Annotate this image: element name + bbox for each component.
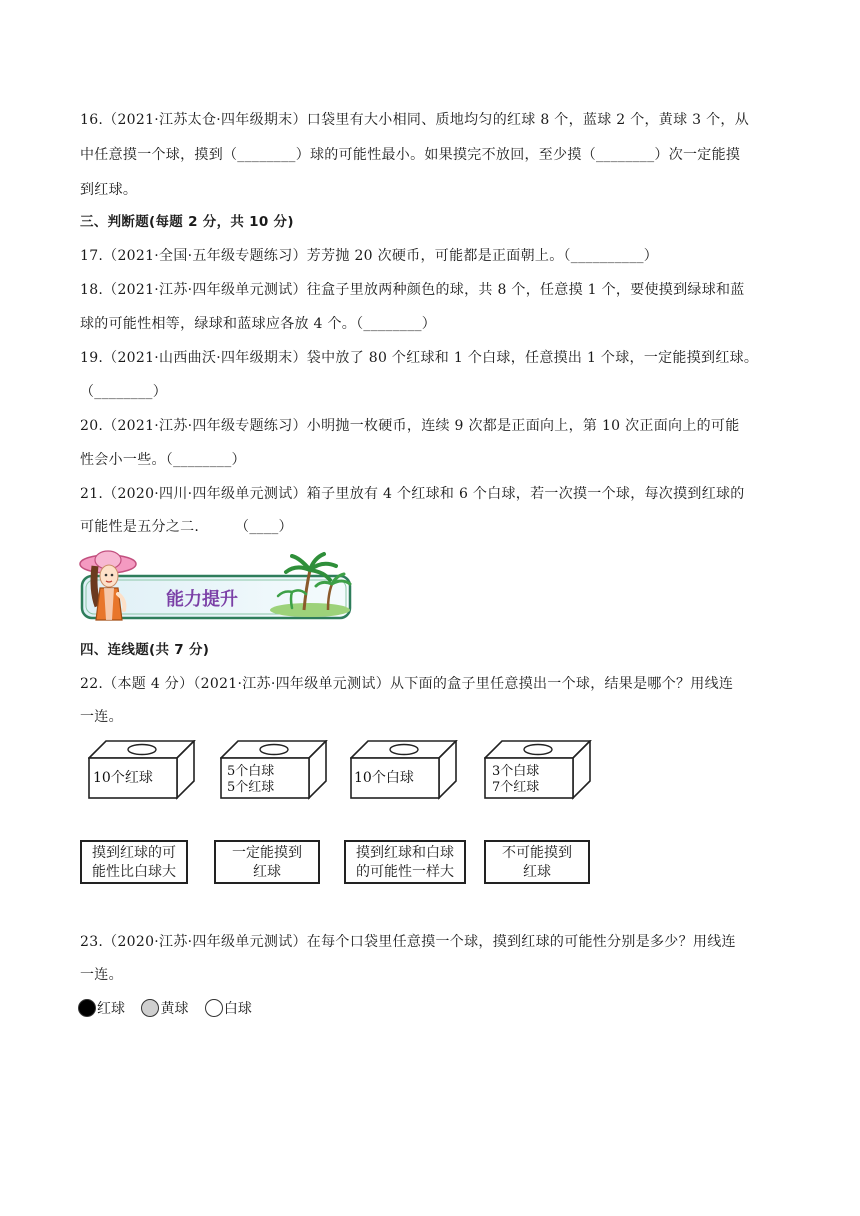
answer-box-3[interactable] xyxy=(344,840,466,884)
q21-line1: 21.（2020·四川·四年级单元测试）箱子里放有 4 个红球和 6 个白球，若一次摸一个球，每次摸到红球的 xyxy=(80,486,745,502)
box-4-label-1: 3个白球 xyxy=(492,764,540,779)
answer-box-2[interactable] xyxy=(214,840,320,884)
q22-line2: 一连。 xyxy=(80,709,123,725)
box-2-label-2: 5个红球 xyxy=(227,780,275,795)
q20-line1: 20.（2021·江苏·四年级专题练习）小明抛一枚硬币，连续 9 次都是正面向上，第 10 次正面向上的可能 xyxy=(80,418,740,434)
legend-yellow-label: 黄球 xyxy=(160,1001,189,1017)
section3-heading: 三、判断题(每题 2 分，共 10 分) xyxy=(80,214,294,230)
box-2-label-1: 5个白球 xyxy=(227,764,275,779)
q18-line1: 18.（2021·江苏·四年级单元测试）往盒子里放两种颜色的球，共 8 个，任意摸 1 个，要使摸到绿球和蓝 xyxy=(80,282,745,298)
answer-box-4-line1: 不可能摸到 xyxy=(502,845,572,861)
island-icon xyxy=(270,603,350,617)
q17-line1: 17.（2021·全国·五年级专题练习）芳芳抛 20 次硬币，可能都是正面朝上。（__________） xyxy=(80,248,659,264)
answer-box-4-line2: 红球 xyxy=(523,864,551,880)
legend-white-ball xyxy=(205,998,252,1018)
banner-label: 能力提升 xyxy=(166,589,238,610)
white-circle-icon xyxy=(205,999,223,1017)
box-1-label: 10个红球 xyxy=(93,770,153,786)
q18-line2: 球的可能性相等，绿球和蓝球应各放 4 个。（________） xyxy=(80,316,437,332)
ability-banner xyxy=(78,548,354,624)
box-3 xyxy=(350,740,458,800)
legend-red-label: 红球 xyxy=(97,1001,125,1017)
q19-line1: 19.（2021·山西曲沃·四年级期末）袋中放了 80 个红球和 1 个白球，任意摸出 1 个球，一定能摸到红球。 xyxy=(80,350,759,366)
q16-line1: 16.（2021·江苏太仓·四年级期末）口袋里有大小相同、质地均匀的红球 8 个，蓝球 2 个，黄球 3 个，从 xyxy=(80,112,750,128)
box-1 xyxy=(88,740,196,800)
answer-box-3-line2: 的可能性一样大 xyxy=(356,864,454,880)
section4-heading: 四、连线题(共 7 分) xyxy=(80,642,210,658)
q22-line1: 22.（本题 4 分）（2021·江苏·四年级单元测试）从下面的盒子里任意摸出一个球，结果是哪个？用线连 xyxy=(80,676,734,692)
box-4 xyxy=(484,740,592,800)
answer-box-1-line1: 摸到红球的可 xyxy=(92,845,176,861)
q21-line2: 可能性是五分之二. （____） xyxy=(80,519,293,535)
box-3-label: 10个白球 xyxy=(354,770,414,786)
box-2 xyxy=(220,740,328,800)
box-4-label-2: 7个红球 xyxy=(492,780,540,795)
q19-line2: （________） xyxy=(80,384,167,400)
answer-box-2-line2: 红球 xyxy=(253,864,281,880)
answer-box-1-line2: 能性比白球大 xyxy=(92,864,176,880)
q20-line2: 性会小一些。（________） xyxy=(80,452,246,468)
q16-line2: 中任意摸一个球，摸到（________）球的可能性最小。如果摸完不放回，至少摸（________）次一定能摸 xyxy=(80,147,741,163)
legend-red-ball xyxy=(78,998,125,1018)
legend-yellow-ball xyxy=(141,998,188,1018)
legend-white-label: 白球 xyxy=(223,1001,252,1017)
q23-line2: 一连。 xyxy=(80,967,123,983)
q23-line1: 23.（2020·江苏·四年级单元测试）在每个口袋里任意摸一个球，摸到红球的可能性分别是多少？用线连 xyxy=(80,934,736,950)
gray-circle-icon xyxy=(141,999,159,1017)
answer-box-3-line1: 摸到红球和白球 xyxy=(356,845,454,861)
ball-legend xyxy=(78,998,264,1020)
answer-box-2-line1: 一定能摸到 xyxy=(232,845,302,861)
black-circle-icon xyxy=(78,999,96,1017)
q16-line3: 到红球。 xyxy=(80,182,138,198)
answer-box-1[interactable] xyxy=(80,840,188,884)
answer-box-4[interactable] xyxy=(484,840,590,884)
